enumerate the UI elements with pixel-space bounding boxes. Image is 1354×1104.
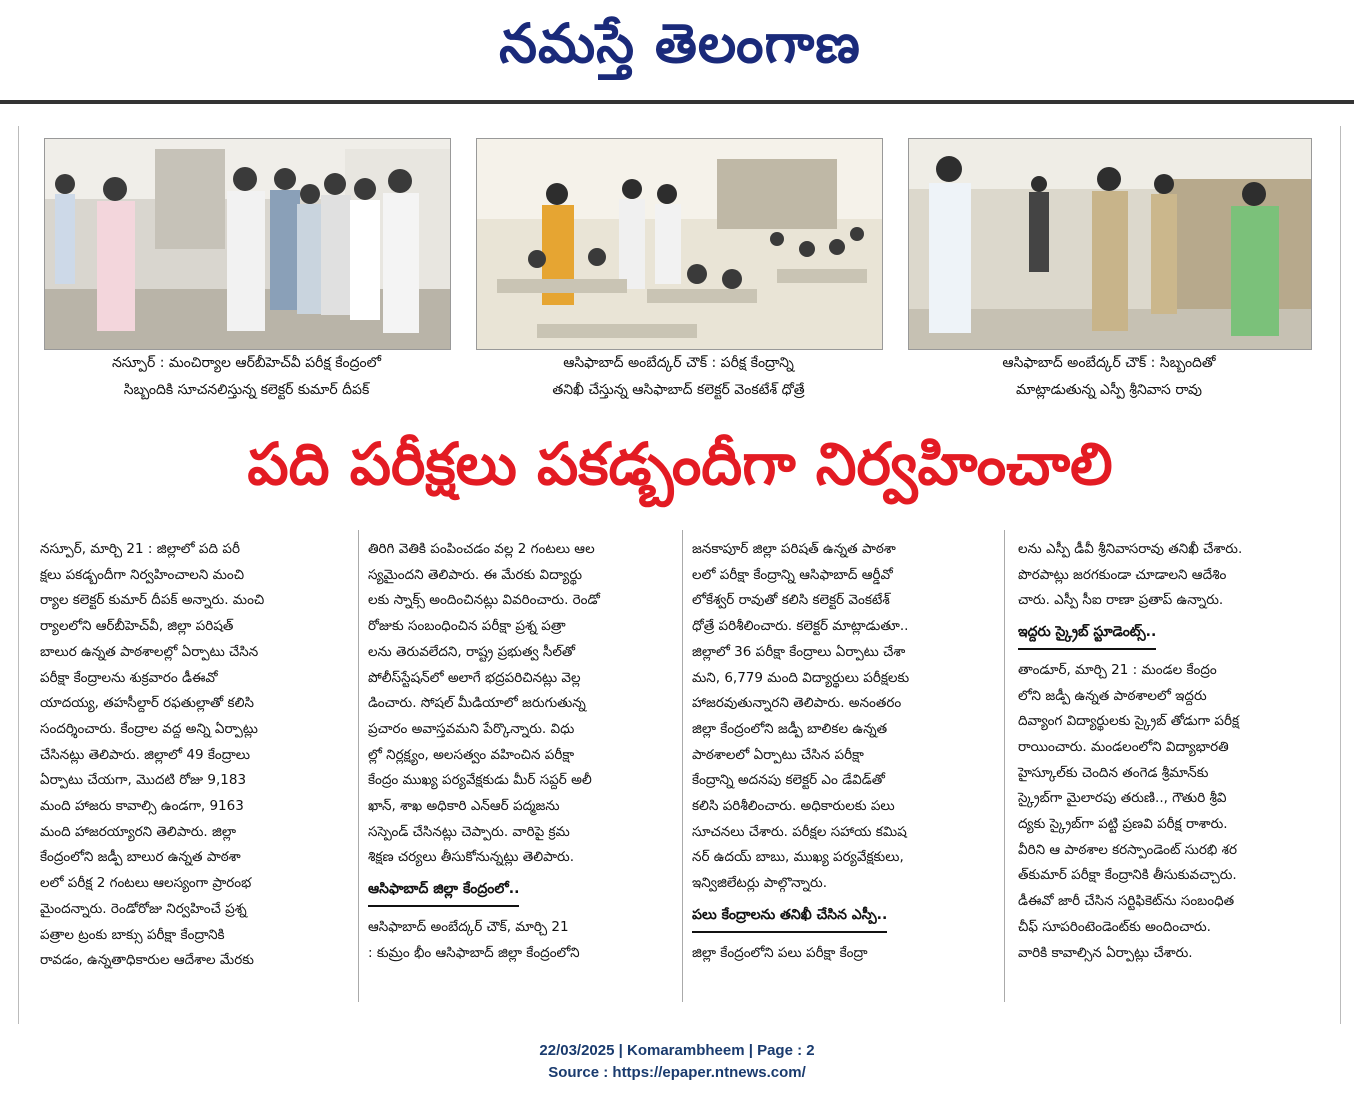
article-column-4	[1018, 537, 1328, 966]
article-line: మైందన్నారు. రెండోరోజు నిర్వహించే ప్రశ్న	[40, 900, 247, 917]
article-line: మని, 6,779 మంది విద్యార్థులు పరీక్షలకు	[692, 669, 910, 686]
article-column-1	[40, 537, 350, 974]
article-line: రాయించారు. మండలంలోని విద్యాభారతి	[1018, 738, 1229, 755]
caption-line: మాట్లాడుతున్న ఎస్పీ శ్రీనివాస రావు	[1016, 382, 1202, 398]
article-line: లను తెరువలేదని, రాష్ట్ర ప్రభుత్వ సీల్‌తో	[368, 643, 576, 660]
article-line: జనకాపూర్ జిల్లా పరిషత్ ఉన్నత పాఠశా	[692, 541, 896, 557]
column-divider	[1004, 530, 1005, 1002]
article-line: నర్ ఉదయ్ బాబు, ముఖ్య పర్యవేక్షకులు,	[692, 849, 904, 866]
article-line: తాండూర్, మార్చి 21 : మండల కేంద్రం	[1018, 661, 1217, 678]
caption-line: నస్పూర్ : మంచిర్యాల ఆర్‌బీహెచ్‌వీ పరీక్ష కేంద్రంలో	[111, 355, 381, 371]
photo-sp-inspection	[908, 138, 1312, 350]
column-divider	[358, 530, 359, 1002]
article-line: సస్పెండ్ చేసినట్లు చెప్పారు. వారిపై క్రమ	[368, 823, 570, 840]
article-line: మంది హాజరయ్యారని తెలిపారు. జిల్లా	[40, 823, 236, 840]
article-line: చీఫ్ సూపరింటెండెంట్‌కు అందించారు.	[1018, 918, 1211, 935]
photo-caption-1	[44, 350, 449, 404]
photo-asifabad-exam-hall	[476, 138, 883, 350]
article-line: వీరిని ఆ పాఠశాల కరస్పాండెంట్ సురభి శర	[1018, 841, 1238, 858]
photo-caption-3	[908, 350, 1310, 404]
article-line: కలిసి పరిశీలించారు. అధికారులకు పలు	[692, 798, 895, 815]
footer-date-edition: 22/03/2025 | Komarambheem | Page : 2	[539, 1042, 815, 1059]
article-line: జిల్లా కేంద్రంలోని జడ్పీ బాలికల ఉన్నత	[692, 720, 888, 737]
article-column-2	[368, 537, 678, 966]
headline: పది పరీక్షలు పకడ్బందీగా నిర్వహించాలి	[247, 430, 1113, 498]
page-footer	[0, 1040, 1354, 1084]
article-line: జిల్లాలో 36 పరీక్షా కేంద్రాలు ఏర్పాటు చేశా	[692, 643, 906, 660]
article-line: ధోత్రే పరిశీలించారు. కలెక్టర్ మాట్లాడుతూ..	[692, 618, 909, 635]
footer-source: Source : https://epaper.ntnews.com/	[548, 1064, 806, 1081]
caption-line: సిబ్బందికి సూచనలిస్తున్న కలెక్టర్ కుమార్ దీపక్	[123, 382, 370, 398]
article-line: త్‌కుమార్ పరీక్షా కేంద్రానికి తీసుకువచ్చారు.	[1018, 867, 1237, 884]
caption-line: తనిఖీ చేస్తున్న ఆసిఫాబాద్ కలెక్టర్ వెంకటేశ్ ధోత్రే	[552, 382, 805, 398]
article-line: హైస్కూల్‌కు చెందిన తంగెడ శ్రీమాన్‌కు	[1018, 764, 1209, 781]
article-line: పొరపాట్లు జరగకుండా చూడాలని ఆదేశిం	[1018, 566, 1227, 583]
article-line: ఖాన్, శాఖ అధికారి ఎన్‌ఆర్ పద్మజను	[368, 798, 560, 815]
article-line: ర్యాల కలెక్టర్ కుమార్ దీపక్ అన్నారు. మంచి	[40, 592, 265, 609]
section-subhead: ఆసిఫాబాద్ జిల్లా కేంద్రంలో..	[368, 877, 519, 907]
article-line: డించారు. సోషల్ మీడియాలో జరుగుతున్న	[368, 695, 586, 712]
article-line: పాఠశాలలో ఏర్పాటు చేసిన పరీక్షా	[692, 746, 864, 763]
section-subhead: పలు కేంద్రాలను తనిఖీ చేసిన ఎస్పీ..	[692, 903, 887, 933]
caption-line: ఆసిఫాబాద్ అంబేద్కర్ చౌక్ : సిబ్బందితో	[1002, 355, 1216, 371]
article-line: ఏర్పాటు చేయగా, మొదటి రోజు 9,183	[40, 772, 247, 789]
section-subhead: ఇద్దరు స్క్రైబ్ స్టూడెంట్స్..	[1018, 620, 1156, 650]
article-line: వారికి కావాల్సిన ఏర్పాట్లు చేశారు.	[1018, 944, 1193, 961]
article-line: జిల్లా కేంద్రంలోని పలు పరీక్షా కేంద్రా	[692, 944, 868, 961]
article-line: లోని జడ్పీ ఉన్నత పాఠశాలలో ఇద్దరు	[1018, 687, 1207, 704]
article-line: హాజరవుతున్నారని తెలిపారు. అనంతరం	[692, 695, 902, 712]
article-line: దివ్యాంగ విద్యార్థులకు స్క్రైబ్ తోడుగా పరీక్ష	[1018, 713, 1240, 730]
article-line: : కుమ్రం భీం ఆసిఫాబాద్ జిల్లా కేంద్రంలోని	[368, 944, 580, 961]
article-line: కేంద్రాన్ని అదనపు కలెక్టర్ ఎం డేవిడ్‌తో	[692, 772, 885, 789]
article-line: పోలీస్‌స్టేషన్‌లో అలాగే భద్రపరిచినట్లు వెల్ల	[368, 669, 581, 686]
article-line: చేసినట్లు తెలిపారు. జిల్లాలో 49 కేంద్రాలు	[40, 746, 251, 763]
article-column-3	[692, 537, 1002, 966]
article-line: బాలుర ఉన్నత పాఠశాలల్లో ఏర్పాటు చేసిన	[40, 643, 259, 660]
article-line: లోకేశ్వర్ రావుతో కలిసి కలెక్టర్ వెంకటేశ్	[692, 592, 890, 609]
masthead-logo: నమస్తే తెలంగాణ	[499, 12, 861, 75]
article-line: స్క్రైబ్‌గా మైలారపు తరుణి.., గౌతురి శ్రీవి	[1018, 790, 1227, 807]
masthead	[0, 0, 1354, 104]
photo-caption-2	[476, 350, 881, 404]
article-line: స్యమైందని తెలిపారు. ఈ మేరకు విద్యార్థు	[368, 566, 583, 583]
article-line: సూచనలు చేశారు. పరీక్షల సహాయ కమిష	[692, 823, 907, 840]
article-line: నస్పూర్, మార్చి 21 : జిల్లాలో పది పరీ	[40, 541, 240, 557]
article-line: ద్యకు స్క్రైబ్‌గా పట్టి ప్రణవి పరీక్ష రాశారు.	[1018, 816, 1228, 833]
article-line: పరీక్షా కేంద్రాలను శుక్రవారం డీఈవో	[40, 669, 218, 686]
masthead-divider	[0, 100, 1354, 104]
article-line: యాదయ్య, తహసీల్దార్ రఫతుల్లాతో కలిసి	[40, 695, 254, 712]
column-divider	[682, 530, 683, 1002]
article-line: ఆసిఫాబాద్ అంబేద్కర్ చౌక్, మార్చి 21	[368, 918, 569, 935]
article-line: ర్యాలలోని ఆర్‌బీహెచ్‌వీ, జిల్లా పరిషత్	[40, 618, 234, 635]
article-line: ల్లో నిర్లక్ష్యం, అలసత్వం వహించిన పరీక్షా	[368, 746, 575, 763]
article-line: లను ఎస్పీ డీవీ శ్రీనివాసరావు తనిఖీ చేశారు.	[1018, 541, 1243, 557]
article-line: కేంద్రం ముఖ్య పర్యవేక్షకుడు మీర్ సప్దర్ అలీ	[368, 772, 592, 789]
article-line: మంది హాజరు కావాల్సి ఉండగా, 9163	[40, 798, 244, 815]
article-line: సందర్శించారు. కేంద్రాల వద్ద అన్ని ఏర్పాట్లు	[40, 720, 258, 737]
caption-line: ఆసిఫాబాద్ అంబేద్కర్ చౌక్ : పరీక్ష కేంద్రాన్ని	[563, 355, 794, 371]
article-line: ఇన్విజిలేటర్లు పాల్గొన్నారు.	[692, 875, 828, 892]
article-line: రావడం, ఉన్నతాధికారుల ఆదేశాల మేరకు	[40, 952, 254, 969]
article-line: క్షలు పకడ్బందీగా నిర్వహించాలని మంచి	[40, 566, 245, 583]
article-line: రోజుకు సంబంధించిన పరీక్షా ప్రశ్న పత్రా	[368, 618, 566, 635]
article-line: శిక్షణ చర్యలు తీసుకోనున్నట్లు తెలిపారు.	[368, 849, 574, 866]
article-line: లలో పరీక్షా కేంద్రాన్ని ఆసిఫాబాద్ ఆర్డీవో	[692, 566, 893, 583]
article-line: లకు స్నాక్స్ అందించినట్లు వివరించారు. రెండో	[368, 592, 600, 609]
article-line: లలో పరీక్ష 2 గంటలు ఆలస్యంగా ప్రారంభ	[40, 875, 252, 892]
article-line: చారు. ఎస్పీ సీఐ రాణా ప్రతాప్ ఉన్నారు.	[1018, 592, 1224, 609]
article-line: ప్రచారం అవాస్తవమని పేర్కొన్నారు. విధు	[368, 720, 575, 737]
photo-nasnpur-inspection	[44, 138, 451, 350]
article-line: పత్రాల ట్రంకు బాక్సు పరీక్షా కేంద్రానికి	[40, 926, 225, 943]
article-line: డీఈవో జారీ చేసిన సర్టిఫికెట్‌ను సంబంధిత	[1018, 893, 1235, 910]
article-line: కేంద్రంలోని జడ్పీ బాలుర ఉన్నత పాఠశా	[40, 849, 241, 866]
article-line: తిరిగి వెతికి పంపించడం వల్ల 2 గంటలు ఆల	[368, 541, 595, 557]
